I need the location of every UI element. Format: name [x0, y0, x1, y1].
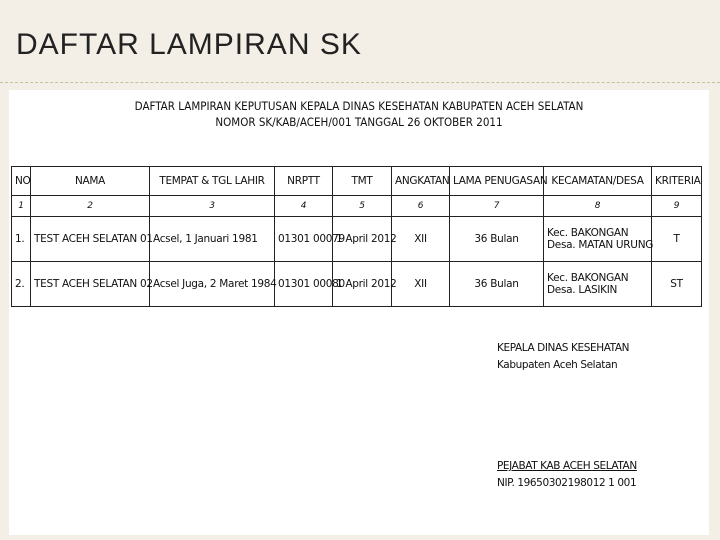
signature-title-block — [497, 340, 629, 374]
index-cell: 9 — [652, 196, 702, 217]
cell-desa: Desa. MATAN URUNG — [547, 239, 654, 251]
signature-nip: NIP. 19650302198012 1 001 — [497, 477, 637, 489]
col-header-nrptt: NRPTT — [275, 167, 333, 196]
cell-nama: TEST ACEH SELATAN 01 — [31, 217, 150, 262]
cell-kecamatan-desa — [544, 262, 652, 307]
col-header-lama: LAMA PENUGASAN — [450, 167, 544, 196]
col-header-angkatan: ANGKATAN — [392, 167, 450, 196]
cell-angkatan: XII — [392, 262, 450, 307]
heading-line-2: NOMOR SK/KAB/ACEH/001 TANGGAL 26 OKTOBER 2011 — [215, 115, 503, 129]
table-header-row — [12, 167, 702, 196]
column-index-row — [12, 196, 702, 217]
cell-ttl: Acsel Juga, 2 Maret 1984 — [150, 262, 275, 307]
index-cell: 8 — [544, 196, 652, 217]
col-header-no: NO — [12, 167, 31, 196]
cell-lama: 36 Bulan — [450, 217, 544, 262]
index-cell: 3 — [150, 196, 275, 217]
cell-desa: Desa. LASIKIN — [547, 284, 618, 296]
cell-no: 2. — [12, 262, 31, 307]
index-cell: 5 — [333, 196, 392, 217]
cell-kecamatan-desa — [544, 217, 652, 262]
col-header-kecamatan: KECAMATAN/DESA — [544, 167, 652, 196]
cell-angkatan: XII — [392, 217, 450, 262]
cell-nama: TEST ACEH SELATAN 02 — [31, 262, 150, 307]
index-cell: 4 — [275, 196, 333, 217]
col-header-kriteria: KRITERIA — [652, 167, 702, 196]
cell-kriteria: T — [652, 217, 702, 262]
cell-tmt: 1 April 2012 — [333, 262, 392, 307]
index-cell: 6 — [392, 196, 450, 217]
title-divider — [0, 82, 720, 83]
heading-line-1: DAFTAR LAMPIRAN KEPUTUSAN KEPALA DINAS KESEHATAN KABUPATEN ACEH SELATAN — [134, 99, 584, 113]
signature-name: PEJABAT KAB ACEH SELATAN — [497, 460, 637, 472]
signature-title-1: KEPALA DINAS KESEHATAN — [497, 342, 630, 354]
attachment-table — [11, 166, 702, 307]
cell-kriteria: ST — [652, 262, 702, 307]
table-row — [12, 262, 702, 307]
cell-nrptt: 01301 00079 — [275, 217, 333, 262]
cell-lama: 36 Bulan — [450, 262, 544, 307]
cell-tmt: 1 April 2012 — [333, 217, 392, 262]
index-cell: 1 — [12, 196, 31, 217]
signature-title-2: Kabupaten Aceh Selatan — [497, 359, 618, 371]
cell-kecamatan: Kec. BAKONGAN — [547, 227, 629, 239]
col-header-nama: NAMA — [31, 167, 150, 196]
document-page — [9, 90, 709, 535]
document-heading — [9, 98, 709, 130]
cell-ttl: Acsel, 1 Januari 1981 — [150, 217, 275, 262]
cell-kecamatan: Kec. BAKONGAN — [547, 272, 629, 284]
slide-title: DAFTAR LAMPIRAN SK — [16, 28, 362, 61]
col-header-tmt: TMT — [333, 167, 392, 196]
index-cell: 7 — [450, 196, 544, 217]
signature-name-block — [497, 458, 637, 492]
table-row — [12, 217, 702, 262]
col-header-ttl: TEMPAT & TGL LAHIR — [150, 167, 275, 196]
index-cell: 2 — [31, 196, 150, 217]
cell-nrptt: 01301 00080 — [275, 262, 333, 307]
cell-no: 1. — [12, 217, 31, 262]
